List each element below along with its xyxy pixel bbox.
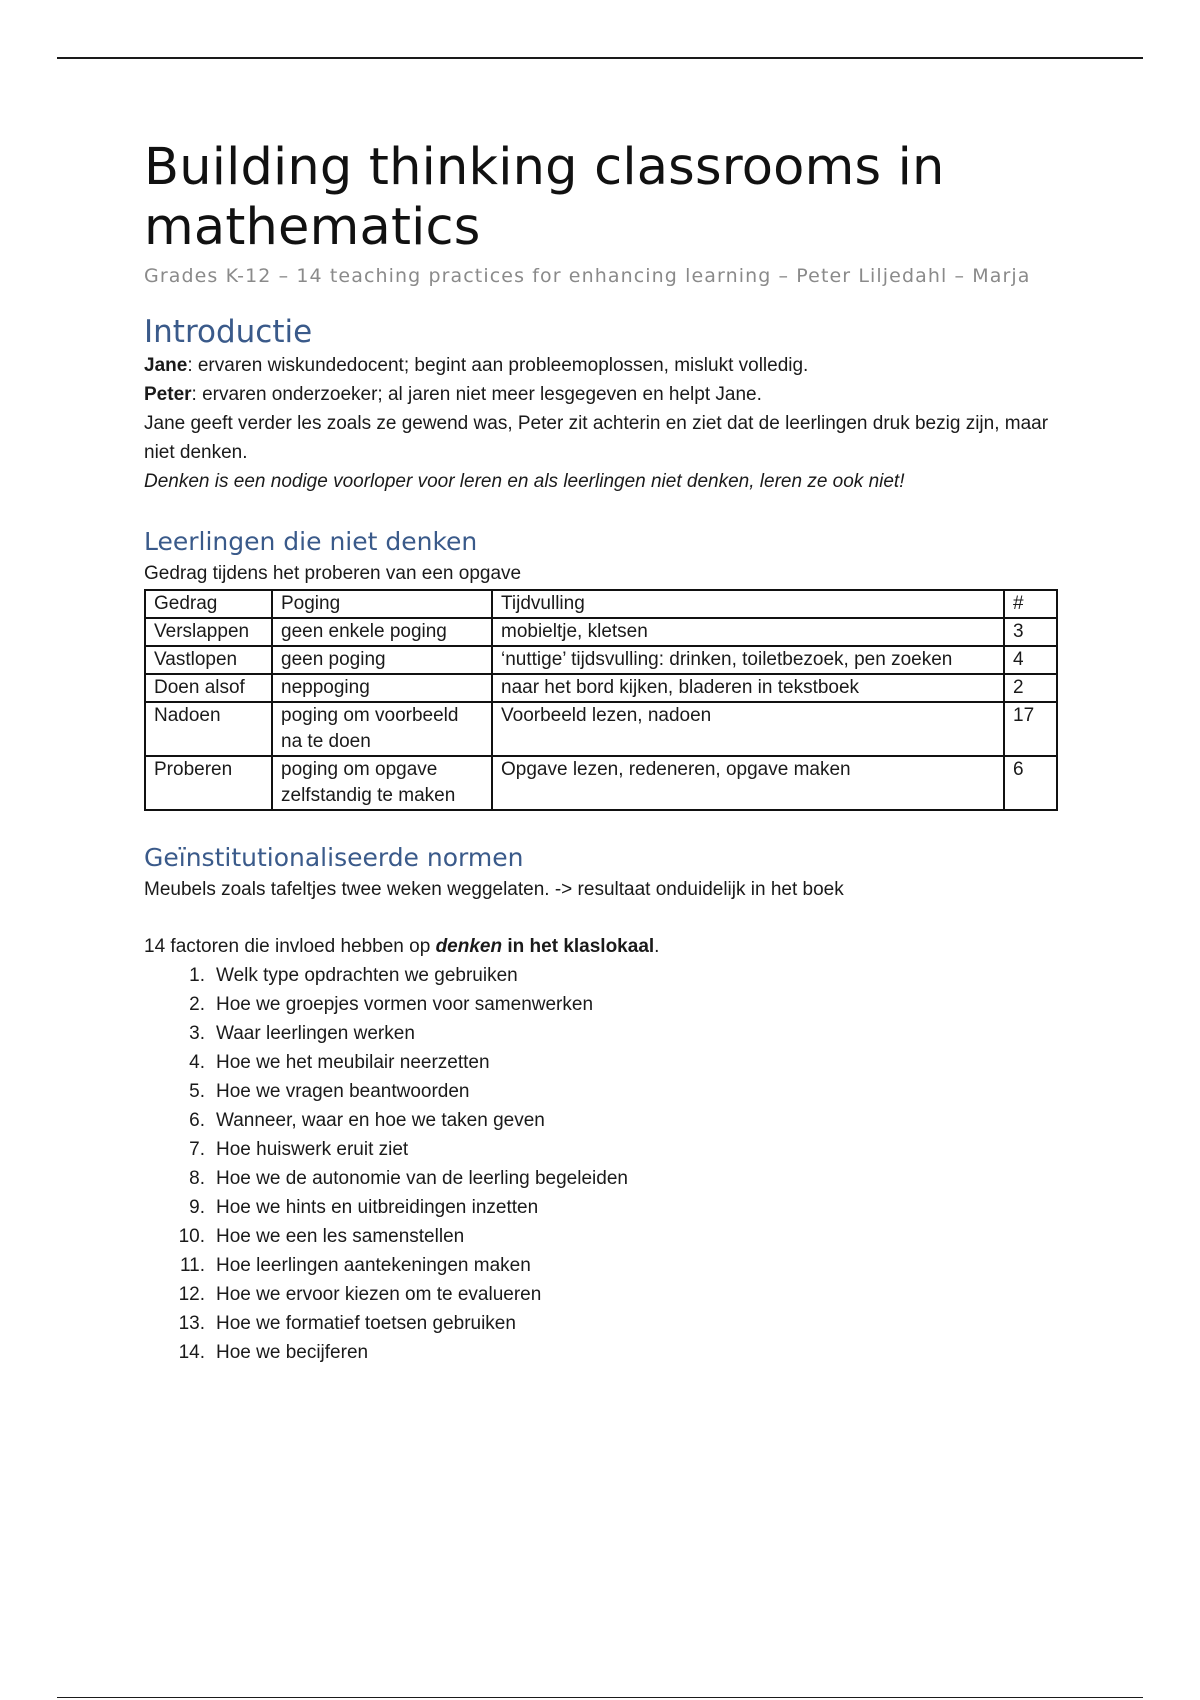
factors-intro-text: 14 factoren die invloed hebben op: [144, 936, 436, 957]
intro-jane-text: : ervaren wiskundedocent; begint aan probleemoplossen, mislukt volledig.: [187, 355, 809, 376]
list-item-text: Hoe we het meubilair neerzetten: [216, 1052, 490, 1073]
table-cell: 4: [1004, 646, 1057, 674]
document-subtitle: Grades K-12 – 14 teaching practices for enhancing learning – Peter Liljedahl – Marja: [144, 265, 1031, 287]
intro-emphasis-text: Denken is een nodige voorloper voor leren en als leerlingen niet denken, leren ze ook niet!: [144, 471, 905, 492]
list-item-number: 4.: [189, 1052, 205, 1073]
list-item-text: Hoe we een les samenstellen: [216, 1226, 465, 1247]
intro-peter-text: : ervaren onderzoeker; al jaren niet meer lesgegeven en helpt Jane.: [191, 384, 762, 405]
table-cell: Voorbeeld lezen, nadoen: [492, 702, 1004, 756]
table-row: [145, 618, 1057, 646]
list-item: [144, 1251, 1058, 1280]
table-cell: 2: [1004, 674, 1057, 702]
header-rule: [57, 57, 1143, 59]
intro-emphasis: [144, 467, 1058, 496]
list-item-text: Hoe huiswerk eruit ziet: [216, 1139, 409, 1160]
document-title: Building thinking classrooms in mathematics: [144, 138, 945, 257]
table-cell: Nadoen: [145, 702, 272, 756]
list-item-text: Hoe we de autonomie van de leerling begeleiden: [216, 1168, 628, 1189]
list-item: [144, 961, 1058, 990]
list-item-text: Hoe we becijferen: [216, 1342, 369, 1363]
list-item-text: Hoe leerlingen aantekeningen maken: [216, 1255, 531, 1276]
table-cell: 3: [1004, 618, 1057, 646]
table-cell: geen poging: [272, 646, 492, 674]
list-item: [144, 990, 1058, 1019]
table-caption: Gedrag tijdens het proberen van een opgave: [144, 563, 522, 584]
list-item: [144, 1193, 1058, 1222]
table-header-cell: #: [1004, 590, 1057, 618]
table-row: [145, 756, 1057, 810]
list-item-number: 8.: [189, 1168, 205, 1189]
list-item: [144, 1048, 1058, 1077]
list-item: [144, 1309, 1058, 1338]
table-cell: Vastlopen: [145, 646, 272, 674]
list-item-number: 11.: [179, 1255, 205, 1276]
table-cell: poging om voorbeeld na te doen: [272, 702, 492, 756]
table-cell: geen enkele poging: [272, 618, 492, 646]
factors-intro-emphasis: [436, 936, 655, 957]
normen-paragraph: Meubels zoals tafeltjes twee weken weggelaten. -> resultaat onduidelijk in het boek: [144, 879, 844, 900]
heading-leerlingen: Leerlingen die niet denken: [144, 527, 478, 556]
table-header-cell: Gedrag: [145, 590, 272, 618]
heading-introductie: Introductie: [144, 314, 313, 350]
table-row: [145, 674, 1057, 702]
table-cell: Proberen: [145, 756, 272, 810]
table-header-row: [145, 590, 1057, 618]
list-item-number: 9.: [189, 1197, 205, 1218]
list-item-number: 3.: [189, 1023, 205, 1044]
list-item-text: Hoe we hints en uitbreidingen inzetten: [216, 1197, 539, 1218]
list-item: [144, 1019, 1058, 1048]
document-body: [144, 138, 1058, 1367]
table-cell: mobieltje, kletsen: [492, 618, 1004, 646]
table-cell: Doen alsof: [145, 674, 272, 702]
factors-intro-denken: denken: [435, 936, 503, 957]
list-item-text: Hoe we vragen beantwoorden: [216, 1081, 470, 1102]
list-item: [144, 1135, 1058, 1164]
list-item-number: 7.: [189, 1139, 205, 1160]
list-item: [144, 1280, 1058, 1309]
table-cell: 6: [1004, 756, 1057, 810]
table-row: [145, 646, 1057, 674]
list-item: [144, 1106, 1058, 1135]
list-item: [144, 1077, 1058, 1106]
table-cell: naar het bord kijken, bladeren in tekstboek: [492, 674, 1004, 702]
factors-intro-klaslokaal: in het klaslokaal: [502, 936, 655, 957]
table-header-cell: Tijdvulling: [492, 590, 1004, 618]
factors-intro: [144, 932, 1058, 961]
name-peter: Peter: [144, 384, 192, 405]
list-item: [144, 1338, 1058, 1367]
table-cell: Opgave lezen, redeneren, opgave maken: [492, 756, 1004, 810]
list-item-text: Wanneer, waar en hoe we taken geven: [216, 1110, 545, 1131]
list-item-number: 14.: [178, 1342, 205, 1363]
list-item-text: Welk type opdrachten we gebruiken: [216, 965, 518, 986]
list-item-number: 12.: [178, 1284, 205, 1305]
footer-rule: [57, 1697, 1143, 1698]
list-item-number: 1.: [189, 965, 205, 986]
factors-intro-end: .: [654, 936, 660, 957]
list-item-number: 10.: [178, 1226, 205, 1247]
list-item: [144, 1222, 1058, 1251]
list-item-text: Hoe we ervoor kiezen om te evalueren: [216, 1284, 542, 1305]
behaviour-table: [144, 589, 1058, 811]
name-jane: Jane: [144, 355, 188, 376]
list-item-text: Hoe we groepjes vormen voor samenwerken: [216, 994, 594, 1015]
table-cell: neppoging: [272, 674, 492, 702]
table-row: [145, 702, 1057, 756]
list-item-text: Waar leerlingen werken: [216, 1023, 415, 1044]
list-item-number: 2.: [189, 994, 205, 1015]
table-cell: ‘nuttige’ tijdsvulling: drinken, toiletbezoek, pen zoeken: [492, 646, 1004, 674]
list-item: [144, 1164, 1058, 1193]
heading-normen: Geïnstitutionaliseerde normen: [144, 843, 524, 872]
factors-list: [144, 961, 1058, 1367]
list-item-number: 6.: [189, 1110, 205, 1131]
intro-peter: [144, 380, 1058, 409]
table-cell: 17: [1004, 702, 1057, 756]
intro-paragraph: Jane geeft verder les zoals ze gewend was, Peter zit achterin en ziet dat de leerlingen druk bezig zijn, maar niet denken.: [144, 413, 1049, 463]
table-cell: poging om opgave zelfstandig te maken: [272, 756, 492, 810]
intro-jane: [144, 351, 1058, 380]
list-item-text: Hoe we formatief toetsen gebruiken: [216, 1313, 516, 1334]
list-item-number: 13.: [178, 1313, 205, 1334]
list-item-number: 5.: [189, 1081, 205, 1102]
table-cell: Verslappen: [145, 618, 272, 646]
table-header-cell: Poging: [272, 590, 492, 618]
